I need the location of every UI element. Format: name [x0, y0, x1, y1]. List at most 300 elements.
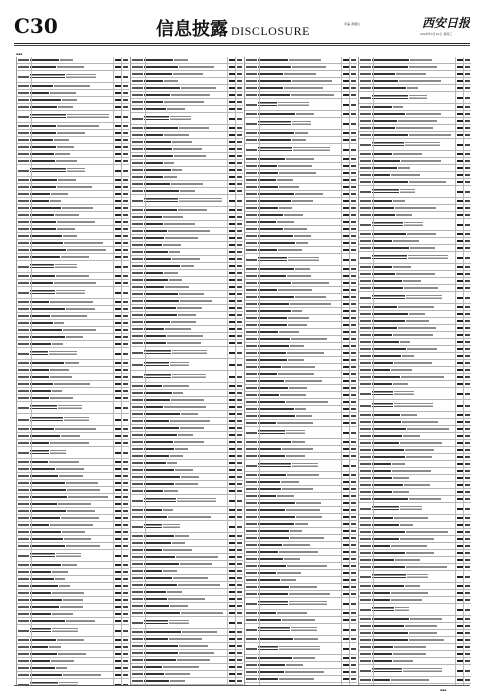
row-code — [18, 653, 29, 655]
row-code — [18, 242, 29, 244]
row-flag — [351, 579, 356, 581]
row-name — [372, 247, 409, 249]
row-code — [360, 559, 371, 561]
row-name — [30, 179, 57, 181]
row-code — [132, 342, 143, 344]
row-detail — [174, 441, 204, 443]
row-name — [258, 516, 295, 518]
row-flag — [465, 545, 470, 547]
row-name — [144, 631, 181, 633]
row-code — [132, 237, 143, 239]
row-detail — [296, 516, 322, 518]
row-flag — [465, 362, 470, 364]
row-name — [258, 289, 277, 291]
row-code — [360, 297, 371, 299]
row-code — [246, 678, 257, 680]
row-name — [30, 482, 65, 484]
row-name — [258, 186, 278, 188]
row-code — [18, 116, 29, 118]
row-detail — [395, 559, 420, 561]
row-code — [132, 223, 143, 225]
row-name — [144, 577, 172, 579]
row-flag — [123, 92, 128, 94]
row-name — [258, 380, 284, 382]
row-name — [30, 461, 48, 463]
row-detail — [165, 286, 189, 288]
row-code — [360, 266, 371, 268]
row-name — [144, 441, 173, 443]
listing-tables — [16, 52, 470, 686]
row-detail — [182, 631, 217, 633]
row-name — [144, 666, 162, 668]
row-flag — [351, 678, 356, 680]
row-detail — [288, 324, 307, 326]
row-detail — [398, 120, 437, 122]
row-detail — [409, 66, 437, 68]
row-flag — [237, 342, 242, 344]
row-name — [372, 306, 397, 308]
row-name — [258, 324, 287, 326]
row-code — [360, 348, 371, 350]
row-code — [246, 352, 257, 354]
row-detail — [288, 257, 319, 262]
row-code — [132, 448, 143, 450]
row-flag — [351, 415, 356, 417]
row-name — [258, 275, 286, 277]
row-code — [18, 207, 29, 209]
row-flag — [123, 639, 128, 641]
row-name — [258, 94, 290, 96]
row-code — [360, 545, 371, 547]
row-detail — [54, 139, 69, 141]
row-detail — [171, 94, 210, 96]
row-detail — [62, 531, 85, 533]
row-code — [360, 120, 371, 122]
row-name — [258, 612, 276, 614]
row-code — [360, 428, 371, 430]
row-detail — [66, 545, 100, 547]
row-name — [144, 321, 170, 323]
row-code — [246, 544, 257, 546]
row-code — [18, 475, 29, 477]
row-code — [246, 113, 257, 115]
row-flag — [237, 413, 242, 415]
row-flag — [123, 200, 128, 202]
row-code — [132, 59, 143, 61]
row-name — [30, 351, 48, 356]
row-flag — [465, 660, 470, 662]
row-detail — [179, 198, 222, 203]
row-flag — [237, 399, 242, 401]
row-name — [372, 280, 402, 282]
row-detail — [163, 244, 181, 246]
row-name — [258, 565, 286, 567]
row-code — [132, 622, 143, 624]
row-code — [246, 207, 257, 209]
row-name — [372, 391, 393, 396]
row-code — [360, 334, 371, 336]
row-flag — [351, 366, 356, 368]
row-flag — [123, 531, 128, 533]
row-code — [18, 517, 29, 519]
row-flag — [123, 249, 128, 251]
row-code — [132, 293, 143, 295]
row-flag — [123, 510, 128, 512]
row-name — [372, 348, 406, 350]
row-detail — [49, 646, 61, 648]
row-name — [144, 516, 167, 518]
row-detail — [409, 95, 427, 100]
row-flag — [123, 461, 128, 463]
row-name — [372, 632, 408, 634]
row-detail — [63, 329, 96, 331]
row-flag — [237, 591, 242, 593]
row-detail — [396, 127, 433, 129]
row-flag — [351, 401, 356, 403]
row-code — [360, 653, 371, 655]
row-flag — [237, 66, 242, 68]
row-flag — [351, 565, 356, 567]
row-name — [144, 258, 171, 260]
row-flag — [123, 571, 128, 573]
row-detail — [400, 341, 410, 343]
row-name — [372, 618, 409, 620]
row-code — [246, 317, 257, 319]
row-detail — [58, 503, 91, 505]
row-code — [132, 476, 143, 478]
row-detail — [395, 207, 436, 209]
row-detail — [179, 127, 209, 129]
row-flag — [237, 385, 242, 387]
row-code — [18, 301, 29, 303]
row-name — [30, 553, 55, 558]
row-detail — [61, 435, 80, 437]
row-flag — [123, 59, 128, 61]
row-flag — [465, 287, 470, 289]
row-flag — [237, 605, 242, 607]
row-name — [372, 414, 400, 416]
row-code — [246, 259, 257, 261]
row-name — [258, 338, 290, 340]
row-detail — [295, 268, 310, 270]
row-name — [144, 328, 164, 330]
row-name — [144, 73, 172, 75]
row-name — [144, 584, 177, 586]
row-code — [360, 240, 371, 242]
row-name — [258, 638, 293, 640]
row-flag — [351, 373, 356, 375]
row-detail — [296, 502, 321, 504]
row-flag — [351, 113, 356, 115]
row-code — [246, 296, 257, 298]
row-detail — [179, 66, 214, 68]
row-name — [30, 571, 51, 573]
row-name — [258, 345, 289, 347]
row-code — [132, 420, 143, 422]
row-detail — [291, 338, 327, 340]
row-code — [18, 336, 29, 338]
row-flag — [465, 383, 470, 385]
row-code — [360, 313, 371, 315]
row-detail — [58, 106, 73, 108]
row-detail — [67, 168, 85, 173]
row-code — [246, 502, 257, 504]
row-flag — [237, 645, 242, 647]
row-code — [18, 461, 29, 463]
row-code — [246, 572, 257, 574]
row-name — [258, 408, 294, 410]
row-name — [372, 668, 402, 673]
row-name — [372, 295, 405, 300]
row-flag — [123, 228, 128, 230]
row-detail — [279, 331, 299, 333]
row-detail — [292, 441, 305, 443]
row-name — [372, 491, 392, 493]
row-name — [372, 376, 400, 378]
row-flag — [123, 179, 128, 181]
row-code — [18, 503, 29, 505]
row-detail — [55, 214, 79, 216]
row-detail — [64, 417, 89, 422]
row-code — [18, 585, 29, 587]
row-name — [258, 430, 285, 435]
row-name — [144, 535, 174, 537]
row-flag — [237, 272, 242, 274]
row-name — [258, 495, 276, 497]
row-detail — [54, 322, 64, 324]
row-detail — [164, 134, 189, 136]
row-flag — [351, 422, 356, 424]
row-code — [360, 414, 371, 416]
row-detail — [50, 200, 61, 202]
row-name — [30, 653, 57, 655]
row-flag — [237, 230, 242, 232]
row-flag — [237, 526, 242, 528]
row-detail — [61, 517, 99, 519]
row-code — [360, 442, 371, 444]
row-name — [258, 310, 291, 312]
row-flag — [465, 393, 470, 395]
row-flag — [465, 87, 470, 89]
row-code — [18, 343, 29, 345]
row-flag — [351, 149, 356, 151]
row-name — [144, 673, 164, 675]
row-code — [18, 482, 29, 484]
row-detail — [179, 293, 204, 295]
row-flag — [123, 353, 128, 355]
row-name — [144, 279, 168, 281]
row-name — [144, 251, 168, 253]
row-detail — [409, 639, 444, 641]
row-name — [258, 317, 287, 319]
row-flag — [351, 275, 356, 277]
row-name — [372, 160, 400, 162]
row-detail — [391, 592, 428, 594]
row-code — [132, 118, 143, 120]
row-name — [372, 484, 403, 486]
row-detail — [403, 668, 442, 673]
row-name — [30, 517, 60, 519]
row-flag — [237, 101, 242, 103]
row-code — [132, 265, 143, 267]
row-name — [30, 545, 65, 547]
row-name — [144, 216, 162, 218]
row-detail — [57, 66, 84, 68]
row-name — [30, 450, 49, 455]
row-detail — [406, 320, 429, 322]
row-name — [30, 153, 54, 155]
row-flag — [465, 592, 470, 594]
row-code — [18, 545, 29, 547]
row-flag — [123, 407, 128, 409]
row-flag — [237, 244, 242, 246]
row-name — [258, 242, 295, 244]
row-name — [30, 578, 54, 580]
row-detail — [66, 336, 83, 338]
row-code — [18, 639, 29, 641]
row-detail — [284, 214, 303, 216]
row-flag — [123, 125, 128, 127]
row-flag — [351, 551, 356, 553]
row-code — [360, 679, 371, 681]
row-name — [258, 530, 289, 532]
row-name — [372, 517, 393, 519]
row-code — [246, 200, 257, 202]
row-code — [360, 167, 371, 169]
row-code — [246, 603, 257, 605]
row-flag — [351, 516, 356, 518]
row-flag — [123, 308, 128, 310]
row-code — [18, 578, 29, 580]
row-flag — [351, 228, 356, 230]
row-code — [18, 221, 29, 223]
row-detail — [282, 619, 315, 621]
row-name — [372, 355, 401, 357]
row-name — [144, 223, 163, 225]
row-code — [132, 598, 143, 600]
row-flag — [123, 620, 128, 622]
row-flag — [465, 313, 470, 315]
listing-column — [16, 57, 129, 685]
row-detail — [394, 403, 433, 408]
row-detail — [405, 625, 437, 627]
row-name — [144, 190, 179, 192]
row-code — [360, 517, 371, 519]
row-detail — [164, 406, 206, 408]
row-flag — [465, 191, 470, 193]
row-code — [246, 275, 257, 277]
row-code — [132, 216, 143, 218]
row-flag — [465, 679, 470, 681]
row-detail — [393, 334, 433, 336]
row-detail — [54, 85, 90, 87]
row-name — [372, 435, 402, 437]
row-name — [30, 322, 53, 324]
row-code — [132, 584, 143, 586]
row-flag — [237, 680, 242, 682]
row-detail — [65, 362, 79, 364]
row-code — [18, 524, 29, 526]
row-detail — [287, 352, 324, 354]
row-detail — [277, 612, 307, 614]
row-flag — [123, 376, 128, 378]
row-name — [258, 158, 285, 160]
row-name — [258, 664, 285, 666]
row-name — [144, 101, 163, 103]
row-code — [246, 394, 257, 396]
row-name — [372, 585, 404, 587]
row-detail — [173, 577, 208, 579]
row-name — [30, 315, 50, 317]
row-code — [18, 571, 29, 573]
row-flag — [351, 193, 356, 195]
row-detail — [59, 475, 83, 477]
row-code — [246, 465, 257, 467]
row-code — [246, 303, 257, 305]
row-code — [18, 564, 29, 566]
row-flag — [465, 266, 470, 268]
row-flag — [123, 275, 128, 277]
row-code — [18, 235, 29, 237]
row-detail — [171, 183, 203, 185]
row-name — [372, 625, 404, 627]
row-flag — [351, 235, 356, 237]
row-code — [246, 638, 257, 640]
row-name — [30, 242, 63, 244]
row-detail — [178, 434, 193, 436]
row-name — [144, 413, 180, 415]
row-code — [132, 509, 143, 511]
row-code — [132, 272, 143, 274]
row-name — [258, 113, 295, 115]
row-flag — [351, 441, 356, 443]
row-detail — [402, 421, 438, 423]
row-code — [132, 73, 143, 75]
row-detail — [178, 584, 220, 586]
row-code — [18, 510, 29, 512]
section-title — [156, 15, 310, 41]
row-flag — [465, 632, 470, 634]
row-detail — [61, 256, 89, 258]
row-code — [132, 591, 143, 593]
row-code — [132, 605, 143, 607]
row-flag — [123, 235, 128, 237]
row-name — [144, 335, 166, 337]
listing-column — [358, 57, 471, 685]
row-flag — [351, 474, 356, 476]
row-detail — [55, 428, 96, 430]
row-detail — [405, 585, 420, 587]
row-detail — [407, 348, 437, 350]
row-name — [144, 591, 166, 593]
row-flag — [465, 341, 470, 343]
row-flag — [351, 638, 356, 640]
row-detail — [407, 428, 449, 430]
row-detail — [56, 160, 77, 162]
row-name — [258, 352, 286, 354]
row-code — [18, 186, 29, 188]
row-flag — [237, 666, 242, 668]
row-flag — [123, 282, 128, 284]
row-flag — [351, 530, 356, 532]
row-name — [144, 209, 177, 211]
row-code — [246, 228, 257, 230]
row-flag — [123, 336, 128, 338]
row-flag — [237, 279, 242, 281]
row-detail — [287, 474, 319, 476]
row-code — [18, 66, 29, 68]
row-flag — [123, 564, 128, 566]
